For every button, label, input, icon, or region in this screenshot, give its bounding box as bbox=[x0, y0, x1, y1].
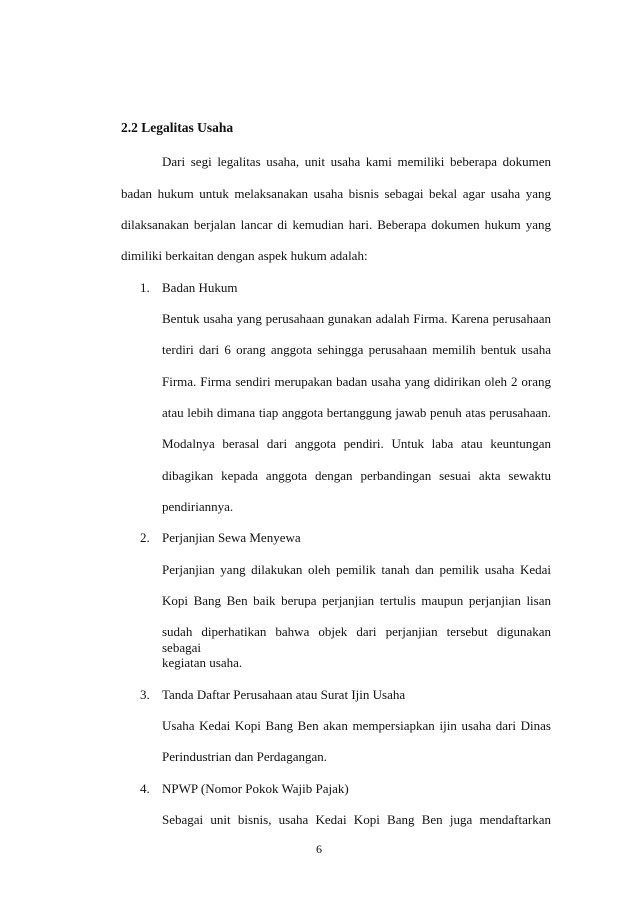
list-item-line: atau lebih dimana tiap anggota bertanggung jawab penuh atas perusahaan. bbox=[162, 405, 551, 420]
section-heading: 2.2 Legalitas Usaha bbox=[121, 120, 234, 135]
list-item-line: Perjanjian yang dilakukan oleh pemilik tanah dan pemilik usaha Kedai bbox=[162, 562, 551, 577]
list-item-line: Sebagai unit bisnis, usaha Kedai Kopi Bang Ben juga mendaftarkan bbox=[162, 812, 551, 827]
intro-line: badan hukum untuk melaksanakan usaha bisnis sebagai bekal agar usaha yang bbox=[121, 186, 551, 201]
list-item-number: 4. bbox=[140, 781, 150, 796]
page-number: 6 bbox=[316, 842, 322, 856]
list-item-line: Usaha Kedai Kopi Bang Ben akan mempersiapkan ijin usaha dari Dinas bbox=[162, 718, 551, 733]
list-item-title: Tanda Daftar Perusahaan atau Surat Ijin Usaha bbox=[162, 687, 406, 702]
list-item-number: 3. bbox=[140, 687, 150, 702]
list-item-line: dibagikan kepada anggota dengan perbandingan sesuai akta sewaktu bbox=[162, 468, 551, 483]
intro-line: Dari segi legalitas usaha, unit usaha kami memiliki beberapa dokumen bbox=[162, 154, 551, 169]
list-item-line: sudah diperhatikan bahwa objek dari perjanjian tersebut digunakan sebagai bbox=[162, 624, 551, 655]
intro-line: dimiliki berkaitan dengan aspek hukum adalah: bbox=[121, 248, 368, 263]
list-item-line: terdiri dari 6 orang anggota sehingga perusahaan memilih bentuk usaha bbox=[162, 342, 551, 357]
list-item-line: Bentuk usaha yang perusahaan gunakan adalah Firma. Karena perusahaan bbox=[162, 311, 551, 326]
list-item-line: Firma. Firma sendiri merupakan badan usaha yang didirikan oleh 2 orang bbox=[162, 374, 551, 389]
list-item-title: NPWP (Nomor Pokok Wajib Pajak) bbox=[162, 781, 349, 796]
list-item-number: 2. bbox=[140, 530, 150, 545]
intro-line: dilaksanakan berjalan lancar di kemudian hari. Beberapa dokumen hukum yang bbox=[121, 217, 551, 232]
list-item-line: pendiriannya. bbox=[162, 499, 234, 514]
list-item-line: kegiatan usaha. bbox=[162, 655, 243, 670]
list-item-line: Perindustrian dan Perdagangan. bbox=[162, 749, 327, 764]
list-item-title: Badan Hukum bbox=[162, 280, 238, 295]
list-item-line: Kopi Bang Ben baik berupa perjanjian tertulis maupun perjanjian lisan bbox=[162, 593, 551, 608]
list-item-number: 1. bbox=[140, 280, 150, 295]
list-item-line: Modalnya berasal dari anggota pendiri. Untuk laba atau keuntungan bbox=[162, 436, 551, 451]
list-item-title: Perjanjian Sewa Menyewa bbox=[162, 530, 301, 545]
